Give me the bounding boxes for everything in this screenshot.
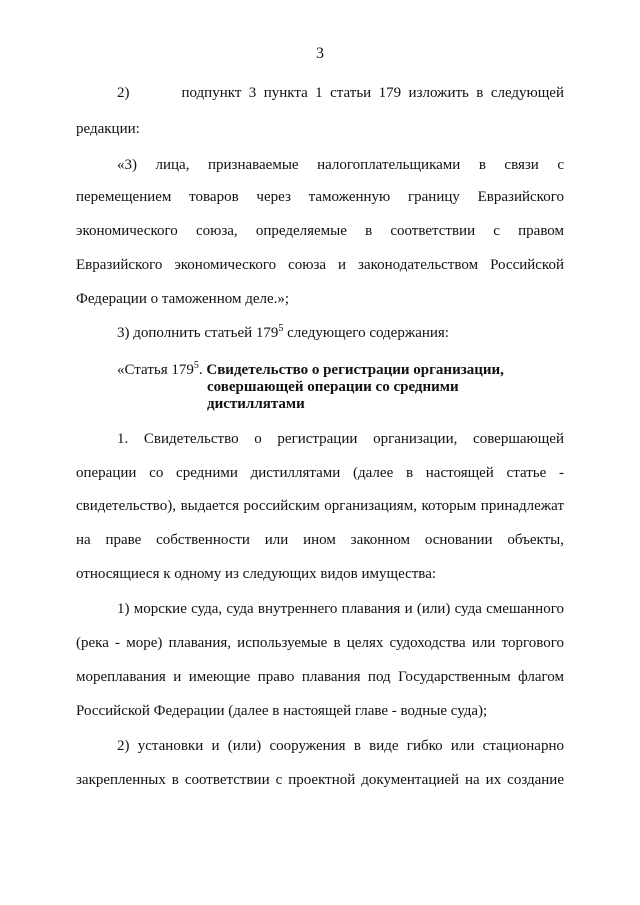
article-heading-title-line-2: совершающей операции со средними (207, 379, 459, 395)
paragraph-2-line-2: редакции: (76, 121, 140, 137)
add-article-superscript: 5 (278, 323, 284, 334)
article-heading-superscript: 5 (193, 360, 199, 371)
paragraph-add-article (117, 324, 449, 342)
paragraph-3-quote-line-3: экономического союза, определяемые в соответствии с правом (76, 223, 564, 239)
paragraph-3-quote-line-5: Федерации о таможенном деле.»; (76, 291, 290, 307)
list-item-1-line-1: 1) морские суда, суда внутреннего плавания и (или) суда смешанного (117, 601, 564, 617)
article-heading-title-line-3: дистиллятами (207, 396, 305, 412)
article-heading-prefix: «Статья 179 (117, 362, 194, 378)
list-item-1-line-3: мореплавания и имеющие право плавания под Государственным флагом (76, 669, 564, 685)
article-heading-title-line-1: Свидетельство о регистрации организации, (206, 362, 504, 378)
paragraph-3-quote-line-2: перемещением товаров через таможенную границу Евразийского (76, 189, 564, 205)
article-para-1-line-3: свидетельство), выдается российским организациям, которым принадлежат (76, 498, 564, 514)
add-article-text-before: 3) дополнить статьей 179 (117, 325, 279, 341)
page-number: 3 (316, 45, 324, 62)
list-item-1-line-2: (река - море) плавания, используемые в целях судоходства или торгового (76, 635, 564, 651)
paragraph-3-quote-line-1: «3) лица, признаваемые налогоплательщиками в связи с (117, 157, 564, 173)
article-para-1-line-4: на праве собственности или ином законном основании объекты, (76, 532, 564, 548)
paragraph-3-quote-line-4: Евразийского экономического союза и законодательством Российской (76, 257, 564, 273)
paragraph-2-line-1: 2) подпункт 3 пункта 1 статьи 179 изложить в следующей (117, 85, 564, 101)
add-article-text-after: следующего содержания: (283, 325, 449, 341)
article-para-1-line-5: относящиеся к одному из следующих видов имущества: (76, 566, 437, 582)
list-item-2-line-2: закрепленных в соответствии с проектной документацией на их создание (76, 772, 564, 788)
list-item-1-line-4: Российской Федерации (далее в настоящей главе - водные суда); (76, 703, 488, 719)
article-para-1-line-2: операции со средними дистиллятами (далее в настоящей статье - (76, 465, 564, 481)
article-heading (117, 361, 504, 379)
article-para-1-line-1: 1. Свидетельство о регистрации организации, совершающей (117, 431, 564, 447)
list-item-2-line-1: 2) установки и (или) сооружения в виде гибко или стационарно (117, 738, 564, 754)
article-heading-dot: . (198, 362, 207, 378)
